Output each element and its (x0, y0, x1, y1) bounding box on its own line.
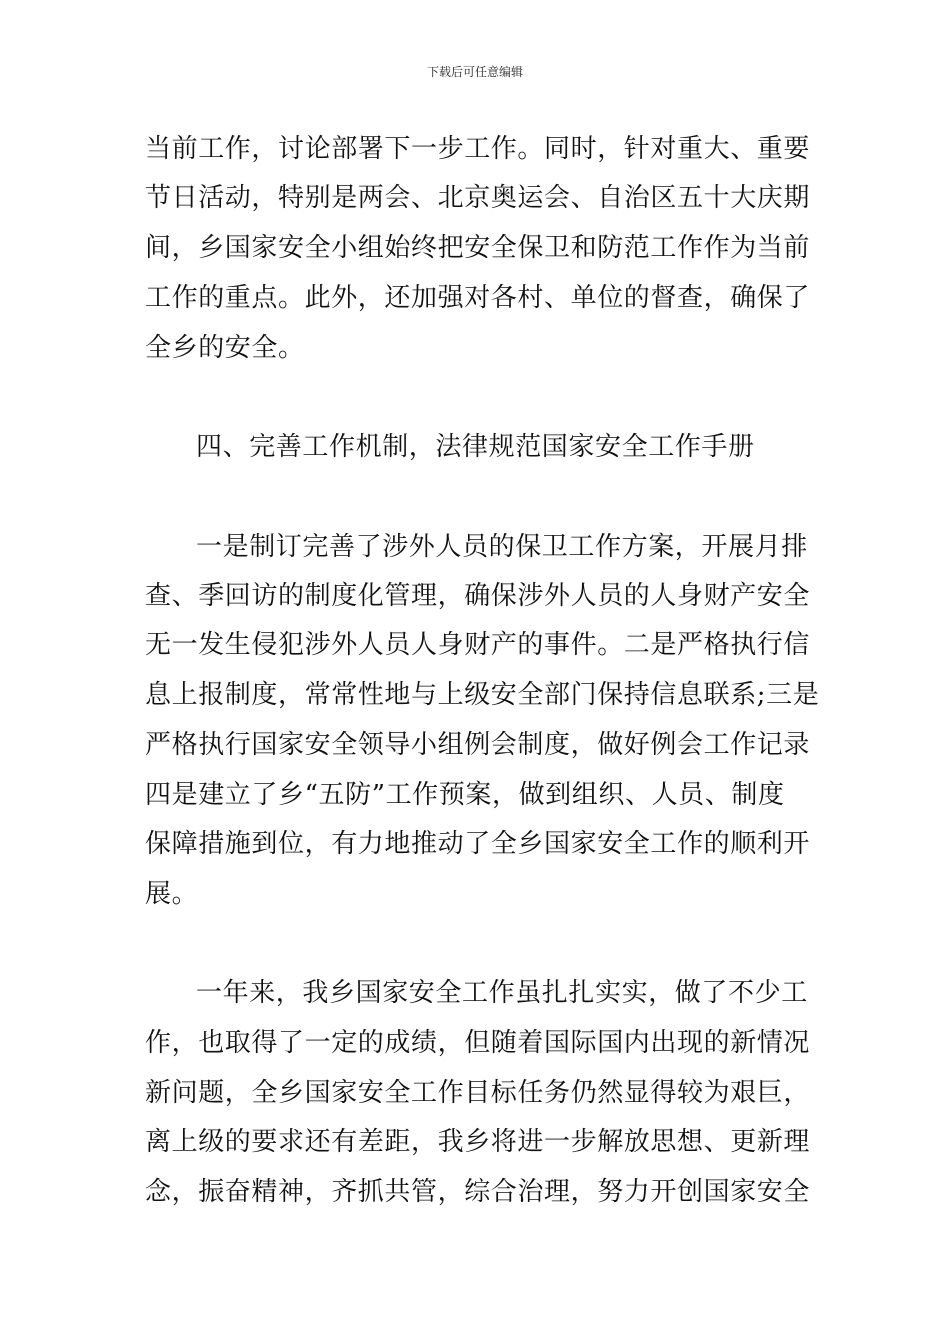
text-line: 保障措施到位，有力地推动了全乡国家安全工作的顺利开 (145, 829, 811, 859)
text-line: 四、完善工作机制，法律规范国家安全工作手册 (196, 432, 755, 462)
text-line: 念，振奋精神，齐抓共管，综合治理，努力开创国家安全 (145, 1177, 811, 1207)
text-line: 工作的重点。此外，还加强对各村、单位的督查，确保了 (145, 283, 811, 313)
text-line: 展。 (145, 879, 199, 909)
text-line: 一年来，我乡国家安全工作虽扎扎实实，做了不少工 (196, 978, 808, 1008)
text-line: 严格执行国家安全领导小组例会制度，做好例会工作记录 (145, 730, 811, 760)
text-line: 一是制订完善了涉外人员的保卫工作方案，开展月排 (196, 532, 808, 562)
text-line: 全乡的安全。 (145, 333, 305, 363)
text-line: 当前工作，讨论部署下一步工作。同时，针对重大、重要 (145, 134, 811, 164)
text-line: 节日活动，特别是两会、北京奥运会、自治区五十大庆期 (145, 183, 811, 213)
text-line: 四是建立了乡“五防”工作预案，做到组织、人员、制度 (145, 780, 785, 810)
text-line: 新问题，全乡国家安全工作目标任务仍然显得较为艰巨， (145, 1078, 811, 1108)
text-line: 查、季回访的制度化管理，确保涉外人员的人身财产安全 (145, 581, 811, 611)
text-line: 无一发生侵犯涉外人员人身财产的事件。二是严格执行信 (145, 630, 811, 660)
text-line: 作，也取得了一定的成绩，但随着国际国内出现的新情况 (145, 1028, 811, 1058)
text-line: 间，乡国家安全小组始终把安全保卫和防范工作作为当前 (145, 233, 811, 263)
page-header: 下载后可任意编辑 (426, 65, 523, 79)
text-line: 息上报制度，常常性地与上级安全部门保持信息联系;三是 (145, 680, 820, 710)
text-line: 离上级的要求还有差距，我乡将进一步解放思想、更新理 (145, 1127, 811, 1157)
